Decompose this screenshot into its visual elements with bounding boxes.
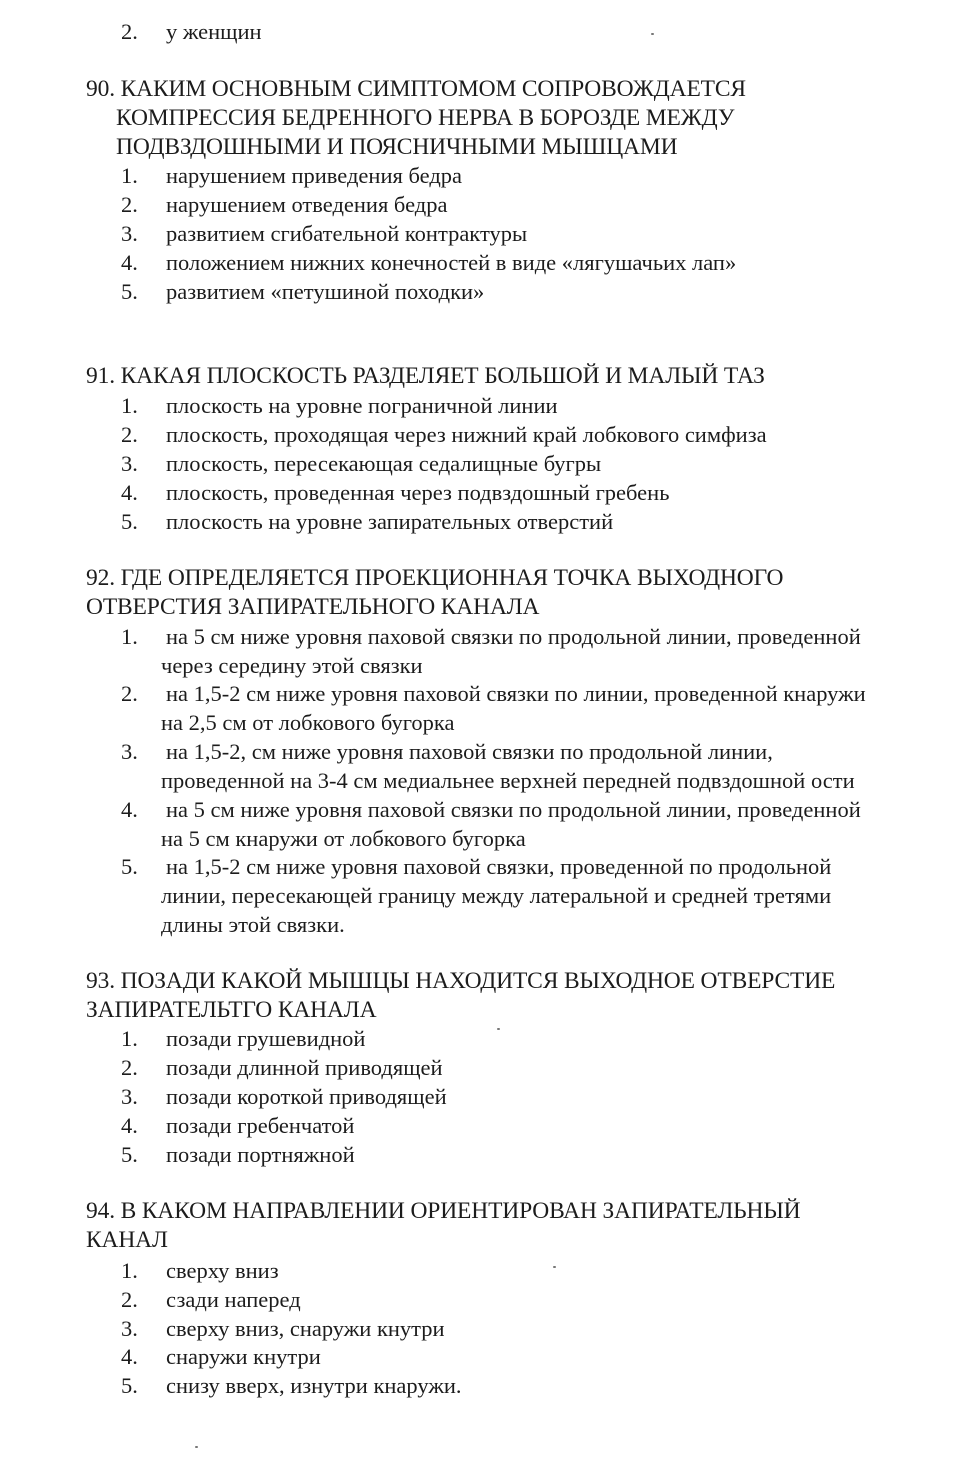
option-text: позади грушевидной [166, 1026, 366, 1051]
option-text: у женщин [166, 19, 262, 44]
option-text: снизу вверх, изнутри кнаружи. [166, 1373, 462, 1398]
option-number: 3. [121, 451, 138, 476]
option-number: 4. [121, 250, 138, 275]
option-text: развитием сгибательной контрактуры [166, 221, 528, 246]
option-text: на 5 см ниже уровня паховой связки по продольной линии, проведенной [166, 624, 861, 649]
option-number: 4. [121, 1344, 138, 1369]
option-text: снаружи кнутри [166, 1344, 321, 1369]
option-text: через середину этой связки [161, 653, 423, 678]
option-text: плоскость на уровне пограничной линии [166, 393, 558, 418]
question-title: 91. КАКАЯ ПЛОСКОСТЬ РАЗДЕЛЯЕТ БОЛЬШОЙ И МАЛЫЙ ТАЗ [86, 363, 765, 389]
option-text: линии, пересекающей границу между латеральной и средней третями [161, 883, 832, 908]
option-number: 3. [121, 221, 138, 246]
option-text: позади короткой приводящей [166, 1084, 447, 1109]
option-number: 5. [121, 509, 138, 534]
option-text: плоскость, проходящая через нижний край лобкового симфиза [166, 422, 767, 447]
option-number: 2. [121, 1287, 138, 1312]
option-text: на 1,5-2, см ниже уровня паховой связки по продольной линии, [166, 739, 773, 764]
scan-speck [497, 1028, 500, 1030]
option-text: проведенной на 3-4 см медиальнее верхней передней подвздошной ости [161, 768, 855, 793]
option-number: 3. [121, 739, 138, 764]
option-text: плоскость, пересекающая седалищные бугры [166, 451, 602, 476]
option-number: 4. [121, 1113, 138, 1138]
option-text: на 2,5 см от лобкового бугорка [161, 710, 455, 735]
option-number: 2. [121, 19, 138, 44]
option-number: 3. [121, 1316, 138, 1341]
option-number: 5. [121, 854, 138, 879]
option-text: на 1,5-2 см ниже уровня паховой связки, проведенной по продольной [166, 854, 832, 879]
option-number: 2. [121, 681, 138, 706]
option-text: позади портняжной [166, 1142, 355, 1167]
option-text: нарушением приведения бедра [166, 163, 463, 188]
option-text: длины этой связки. [161, 912, 345, 937]
option-number: 1. [121, 1258, 138, 1283]
scan-speck [651, 33, 654, 35]
option-text: плоскость на уровне запирательных отверстий [166, 509, 614, 534]
question-title: КОМПРЕССИЯ БЕДРЕННОГО НЕРВА В БОРОЗДЕ МЕЖДУ [116, 105, 735, 131]
scan-speck [553, 1266, 556, 1268]
option-number: 2. [121, 422, 138, 447]
option-text: на 1,5-2 см ниже уровня паховой связки по линии, проведенной кнаружи [166, 681, 866, 706]
option-number: 5. [121, 1373, 138, 1398]
option-number: 1. [121, 393, 138, 418]
option-number: 5. [121, 1142, 138, 1167]
question-title: ПОДВЗДОШНЫМИ И ПОЯСНИЧНЫМИ МЫШЦАМИ [116, 134, 678, 160]
scan-speck [195, 1446, 198, 1448]
option-number: 5. [121, 279, 138, 304]
question-title: 90. КАКИМ ОСНОВНЫМ СИМПТОМОМ СОПРОВОЖДАЕТСЯ [86, 76, 746, 102]
option-number: 1. [121, 163, 138, 188]
option-text: плоскость, проведенная через подвздошный гребень [166, 480, 670, 505]
option-text: позади гребенчатой [166, 1113, 355, 1138]
option-text: позади длинной приводящей [166, 1055, 443, 1080]
option-number: 4. [121, 480, 138, 505]
option-text: на 5 см ниже уровня паховой связки по продольной линии, проведенной [166, 797, 861, 822]
option-number: 1. [121, 1026, 138, 1051]
question-title: 93. ПОЗАДИ КАКОЙ МЫШЦЫ НАХОДИТСЯ ВЫХОДНОЕ ОТВЕРСТИЕ [86, 968, 836, 994]
question-title: ОТВЕРСТИЯ ЗАПИРАТЕЛЬНОГО КАНАЛА [86, 594, 540, 620]
option-number: 2. [121, 192, 138, 217]
question-title: 92. ГДЕ ОПРЕДЕЛЯЕТСЯ ПРОЕКЦИОННАЯ ТОЧКА ВЫХОДНОГО [86, 565, 784, 591]
option-text: сверху вниз, снаружи кнутри [166, 1316, 445, 1341]
option-text: сзади наперед [166, 1287, 301, 1312]
question-title: ЗАПИРАТЕЛЬТГО КАНАЛА [86, 997, 377, 1023]
option-number: 4. [121, 797, 138, 822]
option-text: развитием «петушиной походки» [166, 279, 485, 304]
option-text: положением нижних конечностей в виде «лягушачьих лап» [166, 250, 737, 275]
option-text: сверху вниз [166, 1258, 279, 1283]
option-text: на 5 см кнаружи от лобкового бугорка [161, 826, 526, 851]
question-title: 94. В КАКОМ НАПРАВЛЕНИИ ОРИЕНТИРОВАН ЗАПИРАТЕЛЬНЫЙ [86, 1198, 801, 1224]
option-number: 2. [121, 1055, 138, 1080]
question-title: КАНАЛ [86, 1227, 168, 1253]
option-text: нарушением отведения бедра [166, 192, 448, 217]
option-number: 1. [121, 624, 138, 649]
option-number: 3. [121, 1084, 138, 1109]
